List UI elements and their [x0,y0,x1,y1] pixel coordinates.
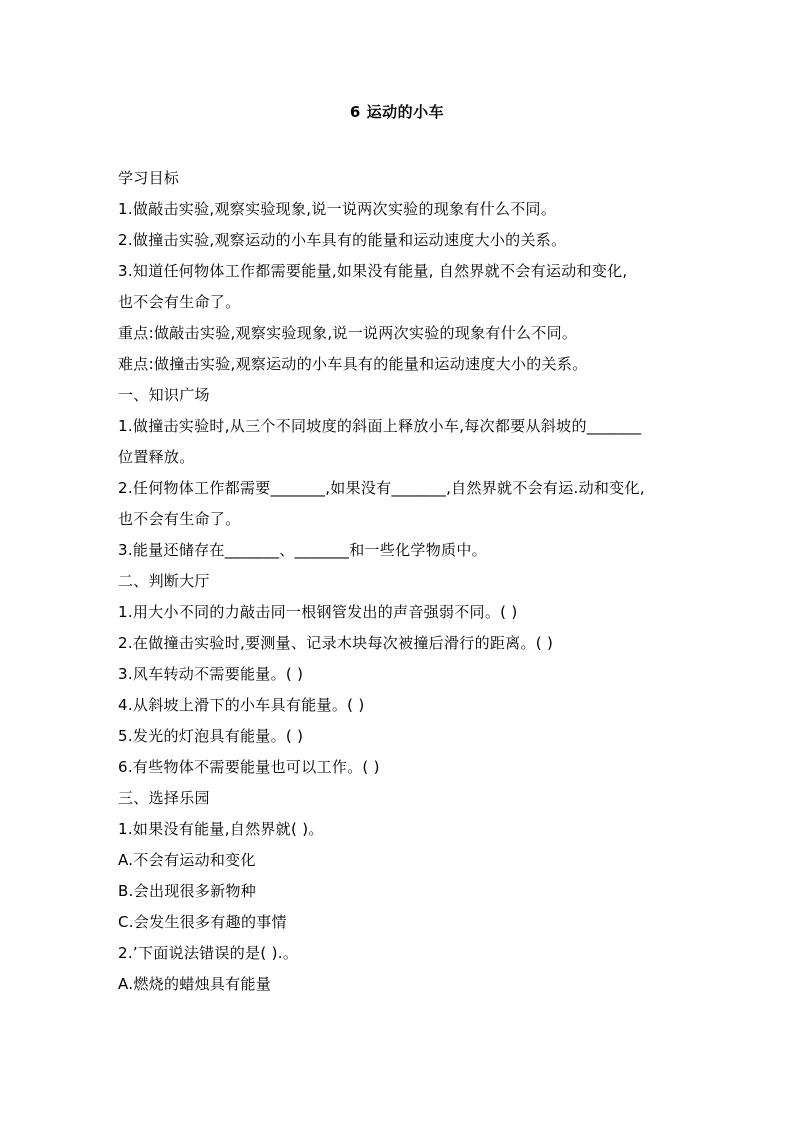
choice-option-2a: A.燃烧的蜡烛具有能量 [118,975,272,993]
objective-3-continued: 也不会有生命了。 [118,293,241,311]
difficult-point: 难点:做撞击实验,观察运动的小车具有的能量和运动速度大小的关系。 [118,355,588,373]
judgement-1: 1.用大小不同的力敲击同一根钢管发出的声音强弱不同。( ) [118,603,518,621]
section-heading-knowledge: 一、知识广场 [118,386,210,404]
judgement-2: 2.在做撞击实验时,要测量、记录木块每次被撞后滑行的距离。( ) [118,634,554,652]
section-heading-choice: 三、选择乐园 [118,789,210,807]
choice-question-2: 2.’下面说法错误的是( ).。 [118,944,299,962]
fill-blank-2: 2.任何物体工作都需要_______,如果没有_______,自然界就不会有运.动和变化, [118,479,645,497]
fill-blank-1: 1.做撞击实验时,从三个不同坡度的斜面上释放小车,每次都要从斜坡的_______ [118,417,642,435]
choice-question-1: 1.如果没有能量,自然界就( )。 [118,820,324,838]
section-heading-objectives: 学习目标 [118,169,180,187]
choice-option-1c: C.会发生很多有趣的事情 [118,913,287,931]
judgement-4: 4.从斜坡上滑下的小车具有能量。( ) [118,696,365,714]
document-body [118,163,678,1000]
choice-option-1a: A.不会有运动和变化 [118,851,256,869]
choice-option-1b: B.会出现很多新物种 [118,882,257,900]
fill-blank-1-continued: 位置释放。 [118,448,195,466]
judgement-6: 6.有些物体不需要能量也可以工作。( ) [118,758,380,776]
fill-blank-3: 3.能量还储存在_______、_______和一些化学物质中。 [118,541,487,559]
objective-1: 1.做敲击实验,观察实验现象,说一说两次实验的现象有什么不同。 [118,200,557,218]
judgement-5: 5.发光的灯泡具有能量。( ) [118,727,304,745]
key-point: 重点:做敲击实验,观察实验现象,说一说两次实验的现象有什么不同。 [118,324,578,342]
fill-blank-2-continued: 也不会有生命了。 [118,510,241,528]
document-title: 6 运动的小车 [349,103,445,121]
objective-3: 3.知道任何物体工作都需要能量,如果没有能量, 自然界就不会有运动和变化, [118,262,628,280]
objective-2: 2.做撞击实验,观察运动的小车具有的能量和运动速度大小的关系。 [118,231,567,249]
section-heading-judgement: 二、判断大厅 [118,572,210,590]
judgement-3: 3.风车转动不需要能量。( ) [118,665,304,683]
